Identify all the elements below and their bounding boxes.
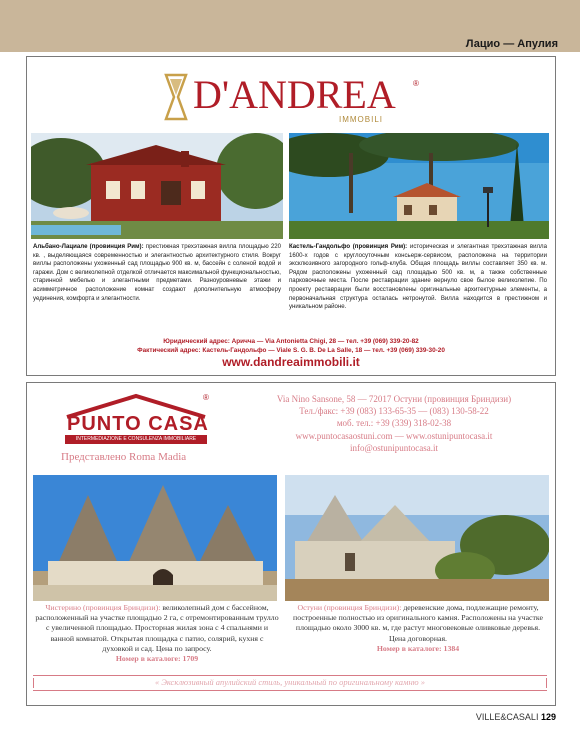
- dandrea-website[interactable]: www.dandreaimmobili.it: [222, 355, 360, 369]
- puntocasa-ad: [26, 382, 556, 706]
- represented-by: Представлено Roma Madia: [61, 451, 187, 463]
- slogan-strip: [33, 675, 547, 691]
- ostuni-text: деревенские дома, подлежащие ремонту, построенные полностью из оригинального камня. Расположены на участке площадью около 3000 кв. м, где растут многовековые оливковые деревья. Цена договорная.: [293, 603, 543, 643]
- slogan-text: « Эксклюзивный апулийский стиль, уникальный по оригинальному камню »: [154, 677, 426, 687]
- magazine-name: VILLE&CASALI: [475, 712, 539, 722]
- cisternino-catalog: Номер в каталоге: 1709: [115, 654, 199, 664]
- castel-location: Кастель-Гандольфо (провинция Рим):: [289, 243, 408, 250]
- hourglass-icon: [163, 73, 189, 121]
- contact-phone: Тел./факс: +39 (083) 133-65-35 — (083) 130-58-22: [299, 406, 489, 417]
- page-footer: [476, 712, 556, 722]
- puntocasa-tagline: INTERMEDIAZIONE E CONSULENZA IMMOBILIARE: [65, 435, 207, 444]
- contact-email[interactable]: info@ostunipuntocasa.it: [349, 442, 439, 453]
- puntocasa-logo-text: PUNTO CASA: [67, 413, 209, 435]
- dandrea-logo-text: D'ANDREA: [193, 72, 396, 117]
- trulli-photo: [33, 475, 277, 601]
- contact-websites[interactable]: www.puntocasaostuni.com — www.ostunipuntocasa.it: [295, 430, 493, 441]
- registered-mark-2: ®: [203, 393, 209, 402]
- cisternino-location: Чистерино (провинция Бриндизи):: [45, 603, 161, 612]
- country-houses-photo: [285, 475, 549, 601]
- cisternino-text: великолепный дом с бассейном, расположенный на участке площадью 2 га, с отремонтированным трулло с увеличенной площадью. Просторная жилая зона с 4 спальнями и ванной комнатой. Открытая площадка с патио, солярий, кухня с духовкой и сад. Цена по запросу.: [35, 603, 279, 653]
- dandrea-logo: [163, 73, 423, 125]
- ostuni-catalog: Номер в каталоге: 1384: [376, 643, 460, 653]
- villa-castel-gandolfo-photo: [289, 133, 549, 239]
- legal-address: Юридический адрес: Аричча — Via Antonietta Chigi, 28 — тел. +39 (069) 339-20-82: [163, 338, 419, 345]
- albano-location: Альбано-Лациале (провинция Рим):: [33, 243, 144, 250]
- albano-text: престижная трехэтажная вилла площадью 220 кв. , выделяющаяся современностью и элегантностью архитектурного стиля. Вокруг виллы расположены ухоженный сад площадью 900 кв. м, бассейн с соленой водой и гаражи. Дом с великолепной отделкой отличается максимальной функциональностью, старинной мебелью и элегантными предметами. Разноуровневые этажи и асимметричное расположение комнат создают дополнительную атмосферу уединения, комфорта и элегантности.: [33, 243, 281, 302]
- albano-description: [33, 243, 281, 303]
- dandrea-ad: [26, 56, 556, 376]
- cisternino-description: [35, 603, 279, 664]
- castel-description: [289, 243, 547, 312]
- slogan-right-bar: [546, 678, 547, 688]
- castel-text: историческая и элегантная трехэтажная вилла 1600-х годов с круглосуточным консьерж-сервисом, расположена на территории эксклюзивного загородного гольф-клуба. Общая площадь виллы составляет 350 кв. м. Рядом расположены ухоженный сад площадью 500 кв. м, а также собственные парковочные места. После реставрации здание вернуло свое былое великолепие. По проекту реставрации были восстановлены оригинальные архитектурные элементы, а первоначальная структура осталась нетронутой. Вилла находится в престижном и уникальном районе.: [289, 243, 547, 311]
- contact-address: Via Nino Sansone, 58 — 72017 Остуни (провинция Бриндизи): [276, 394, 512, 404]
- contact-mobile: моб. тел.: +39 (339) 318-02-38: [336, 418, 452, 429]
- villa-albano-photo: [31, 133, 283, 239]
- ostuni-description: [287, 603, 549, 654]
- dandrea-logo-sub: IMMOBILI: [339, 115, 384, 124]
- page-number: 129: [540, 712, 556, 722]
- actual-address: Фактический адрес: Кастель-Гандольфо — Viale S. G. B. De La Salle, 18 — тел. +39 (069) 339-30-20: [137, 347, 445, 354]
- section-title: Лацио — Апулия: [465, 38, 558, 50]
- puntocasa-logo: [61, 393, 211, 445]
- ostuni-location: Остуни (провинция Бриндизи):: [297, 603, 402, 612]
- puntocasa-contact: [249, 393, 539, 454]
- registered-mark: ®: [413, 79, 419, 88]
